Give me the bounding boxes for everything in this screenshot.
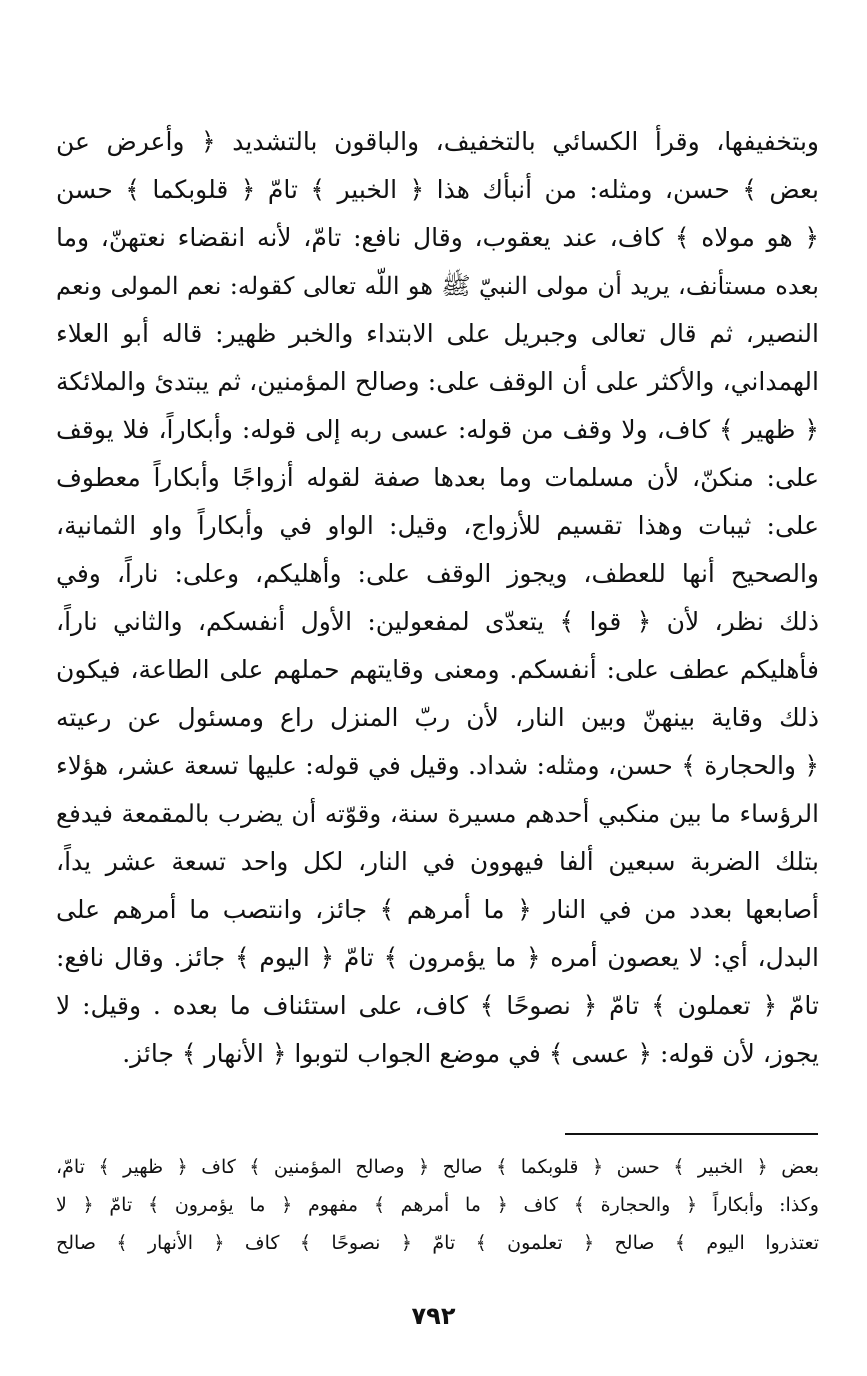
body-line-3: ﴿ هو مولاه ﴾ كاف، عند يعقوب، وقال نافع: تامّ، لأنه انقضاء نعتهنّ، وما bbox=[56, 223, 819, 252]
body-line-10: والصحيح أنها للعطف، ويجوز الوقف على: وأهليكم، وعلى: ناراً، وفي bbox=[56, 559, 819, 588]
body-line-15: الرؤساء ما بين منكبي أحدهم مسيرة سنة، وقوّته أن يضرب بالمقمعة فيدفع bbox=[56, 799, 819, 828]
body-line-16: بتلك الضربة سبعين ألفا فيهوون في النار، لكل واحد تسعة عشر يداً، bbox=[56, 847, 819, 876]
body-line-17: أصابعها بعدد من في النار ﴿ ما أمرهم ﴾ جائز، وانتصب ما أمرهم على bbox=[56, 895, 819, 924]
body-line-9: على: ثيبات وهذا تقسيم للأزواج، وقيل: الواو في وأبكاراً واو الثمانية، bbox=[56, 511, 819, 540]
footnote-line-2: وكذا: وأبكاراً ﴿ والحجارة ﴾ كاف ﴿ ما أمرهم ﴾ مفهوم ﴿ ما يؤمرون ﴾ تامّ ﴿ لا bbox=[56, 1194, 819, 1216]
body-line-1: وبتخفيفها، وقرأ الكسائي بالتخفيف، والباقون بالتشديد ﴿ وأعرض عن bbox=[56, 127, 819, 156]
body-line-11: ذلك نظر، لأن ﴿ قوا ﴾ يتعدّى لمفعولين: الأول أنفسكم، والثاني ناراً، bbox=[56, 607, 819, 636]
body-line-20: يجوز، لأن قوله: ﴿ عسى ﴾ في موضع الجواب لتوبوا ﴿ الأنهار ﴾ جائز. bbox=[122, 1039, 819, 1068]
body-line-7: ﴿ ظهير ﴾ كاف، ولا وقف من قوله: عسى ربه إلى قوله: وأبكاراً، فلا يوقف bbox=[56, 415, 819, 444]
footnotes bbox=[56, 1148, 819, 1262]
body-line-2: بعض ﴾ حسن، ومثله: من أنبأك هذا ﴿ الخبير ﴾ تامّ ﴿ قلوبكما ﴾ حسن bbox=[56, 175, 819, 204]
body-line-14: ﴿ والحجارة ﴾ حسن، ومثله: شداد. وقيل في قوله: عليها تسعة عشر، هؤلاء bbox=[56, 751, 819, 780]
body-line-12: فأهليكم عطف على: أنفسكم. ومعنى وقايتهم حملهم على الطاعة، فيكون bbox=[56, 655, 819, 684]
main-body-text bbox=[56, 118, 819, 1078]
body-line-8: على: منكنّ، لأن مسلمات وما بعدها صفة لقوله أزواجًا وأبكاراً معطوف bbox=[56, 463, 819, 492]
footnote-line-3: تعتذروا اليوم ﴾ صالح ﴿ تعلمون ﴾ تامّ ﴿ نصوحًا ﴾ كاف ﴿ الأنهار ﴾ صالح bbox=[56, 1232, 819, 1254]
footnote-separator bbox=[565, 1133, 818, 1135]
page-number: ٧٩٢ bbox=[411, 1302, 456, 1330]
body-line-5: النصير، ثم قال تعالى وجبريل على الابتداء والخبر ظهير: قاله أبو العلاء bbox=[56, 319, 819, 348]
body-line-19: تامّ ﴿ تعملون ﴾ تامّ ﴿ نصوحًا ﴾ كاف، على استئناف ما بعده . وقيل: لا bbox=[56, 991, 819, 1020]
body-line-6: الهمداني، والأكثر على أن الوقف على: وصالح المؤمنين، ثم يبتدئ والملائكة bbox=[56, 367, 819, 396]
body-line-18: البدل، أي: لا يعصون أمره ﴿ ما يؤمرون ﴾ تامّ ﴿ اليوم ﴾ جائز. وقال نافع: bbox=[56, 943, 819, 972]
body-line-4: بعده مستأنف، يريد أن مولى النبيّ ﷺ هو اللّه تعالى كقوله: نعم المولى ونعم bbox=[56, 272, 819, 300]
footnote-line-1: بعض ﴿ الخبير ﴾ حسن ﴿ قلوبكما ﴾ صالح ﴿ وصالح المؤمنين ﴾ كاف ﴿ ظهير ﴾ تامّ، bbox=[56, 1156, 819, 1178]
body-line-13: ذلك وقاية بينهنّ وبين النار، لأن ربّ المنزل راع ومسئول عن رعيته bbox=[56, 703, 819, 732]
